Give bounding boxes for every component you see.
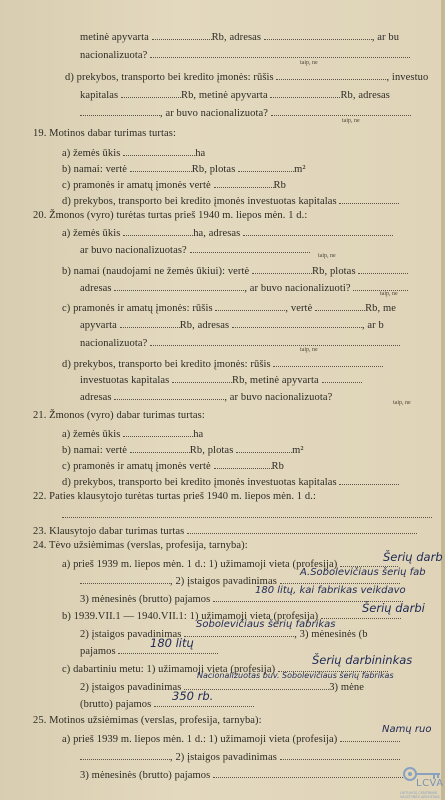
text-line: a) žemės ūkis ha [62,429,204,440]
archive-logo-subtitle: LIETUVOS CENTRINIS VALSTYBĖS ARCHYVAS [400,791,440,799]
text-line: a) prieš 1939 m. liepos mėn. 1 d.: 1) užimamoji vieta (profesija) [62,557,398,570]
text-line [62,508,432,521]
text-line: kapitalas Rb, metinė apyvarta Rb, adresas [80,90,390,101]
section-20-title: 20. Žmonos (vyro) turėtas turtas prieš 1940 m. liepos mėn. 1 d.: [33,210,308,221]
hint-label: taip, ne [393,400,411,406]
text-line: 2) įstaigos pavadinimas , 3) mėnesinės (b [80,629,368,640]
section-21-title: 21. Žmonos (vyro) dabar turimas turtas: [33,410,205,421]
text-line: adresas , ar buvo nacionalizuoti? [80,281,408,294]
text-line: ar buvo nacionalizuotas? [80,243,310,256]
handwritten-entry: Šerių darb [383,550,443,564]
text-line: , 2) įstaigos pavadinimas [80,574,400,587]
handwritten-entry: 180 litų, kai fabrikas veikdavo [255,585,406,596]
text-line: nacionalizuota? [80,48,410,61]
text-line: d) prekybos, transporto bei kredito įmonės investuotas kapitalas [62,475,399,488]
handwritten-entry: Šerių darbininkas [312,653,413,667]
text-line: pajamos [80,644,218,657]
text-line: , 2) įstaigos pavadinimas [80,750,400,763]
text-line: b) namai (naudojami ne žemės ūkiui): vertė Rb, plotas [62,264,408,277]
text-line: c) pramonės ir amatų įmonės vertė Rb [62,180,286,191]
text-line: d) prekybos, transporto bei kredito įmonės investuotas kapitalas [62,194,399,207]
section-24-title: 24. Tėvo užsiėmimas (verslas, profesija, tarnyba): [33,540,248,551]
text-line: a) žemės ūkis ha, adresas [62,226,393,239]
handwritten-entry: Nacionalizuotas buv. Sobolevičiaus šerių fabrikas [197,671,394,680]
text-line: b) namai: vertė Rb, plotas m² [62,445,304,456]
text-line: c) dabartiniu metu: 1) užimamoji vieta (profesija) [62,662,388,675]
section-19-title: 19. Motinos dabar turimas turtas: [33,128,176,139]
handwritten-entry: A.Sobolevičiaus šerių fab [300,567,426,578]
section-23-title: 23. Klausytojo dabar turimas turtas [33,524,417,537]
text-line: b) namai: vertė Rb, plotas m² [62,164,306,175]
text-line: a) prieš 1939 m. liepos mėn. 1 d.: 1) užimamoji vieta (profesija) [62,732,400,745]
hint-label: taip, ne [380,291,398,297]
text-line: nacionalizuota? [80,336,400,349]
text-line: b) 1939.VII.1 — 1940.VII.1: 1) užimamoji vieta (profesija) [62,609,401,622]
section-25-title: 25. Motinos užsiėmimas (verslas, profesija, tarnyba): [33,715,262,726]
handwritten-entry: 350 rb. [172,689,214,703]
hint-label: taip, ne [342,118,360,124]
text-line: c) pramonės ir amatų įmonės vertė Rb [62,461,284,472]
hint-label: taip, ne [318,253,336,259]
text-line: 3) mėnesinės (brutto) pajamos [80,592,403,605]
text-line: a) žemės ūkis ha [62,148,206,159]
hint-label: taip, ne [300,60,318,66]
text-line: investuotas kapitalas Rb, metinė apyvarta [80,373,362,386]
handwritten-entry: Sobolevičiaus šerių fabrikas [196,619,336,630]
hint-label: taip, ne [300,347,318,353]
handwritten-entry: 180 litų [150,636,194,650]
text-line: adresas , ar buvo nacionalizuota? [80,392,333,403]
text-line: 3) mėnesinės (brutto) pajamos [80,768,403,781]
text-line: c) pramonės ir amatų įmonės: rūšis , vertė Rb, me [62,303,396,314]
text-line: (brutto) pajamos [80,697,254,710]
archive-logo-text: LCVA [416,778,444,789]
text-line: 2) įstaigos pavadinimas 3) mėne [80,682,364,693]
section-22-title: 22. Paties klausytojo turėtas turtas prieš 1940 m. liepos mėn. 1 d.: [33,491,316,502]
text-line: , ar buvo nacionalizuota? [80,106,411,119]
text-line: apyvarta Rb, adresas , ar b [80,320,384,331]
handwritten-entry: Namų ruo [382,724,432,735]
handwritten-entry: Šerių darbi [362,601,425,615]
text-line: d) prekybos, transporto bei kredito įmonės: rūšis , investuo [65,72,429,83]
text-line: metinė apyvarta Rb, adresas , ar bu [80,32,400,43]
text-line: d) prekybos, transporto bei kredito įmonės: rūšis [62,357,383,370]
page-edge [441,0,445,800]
